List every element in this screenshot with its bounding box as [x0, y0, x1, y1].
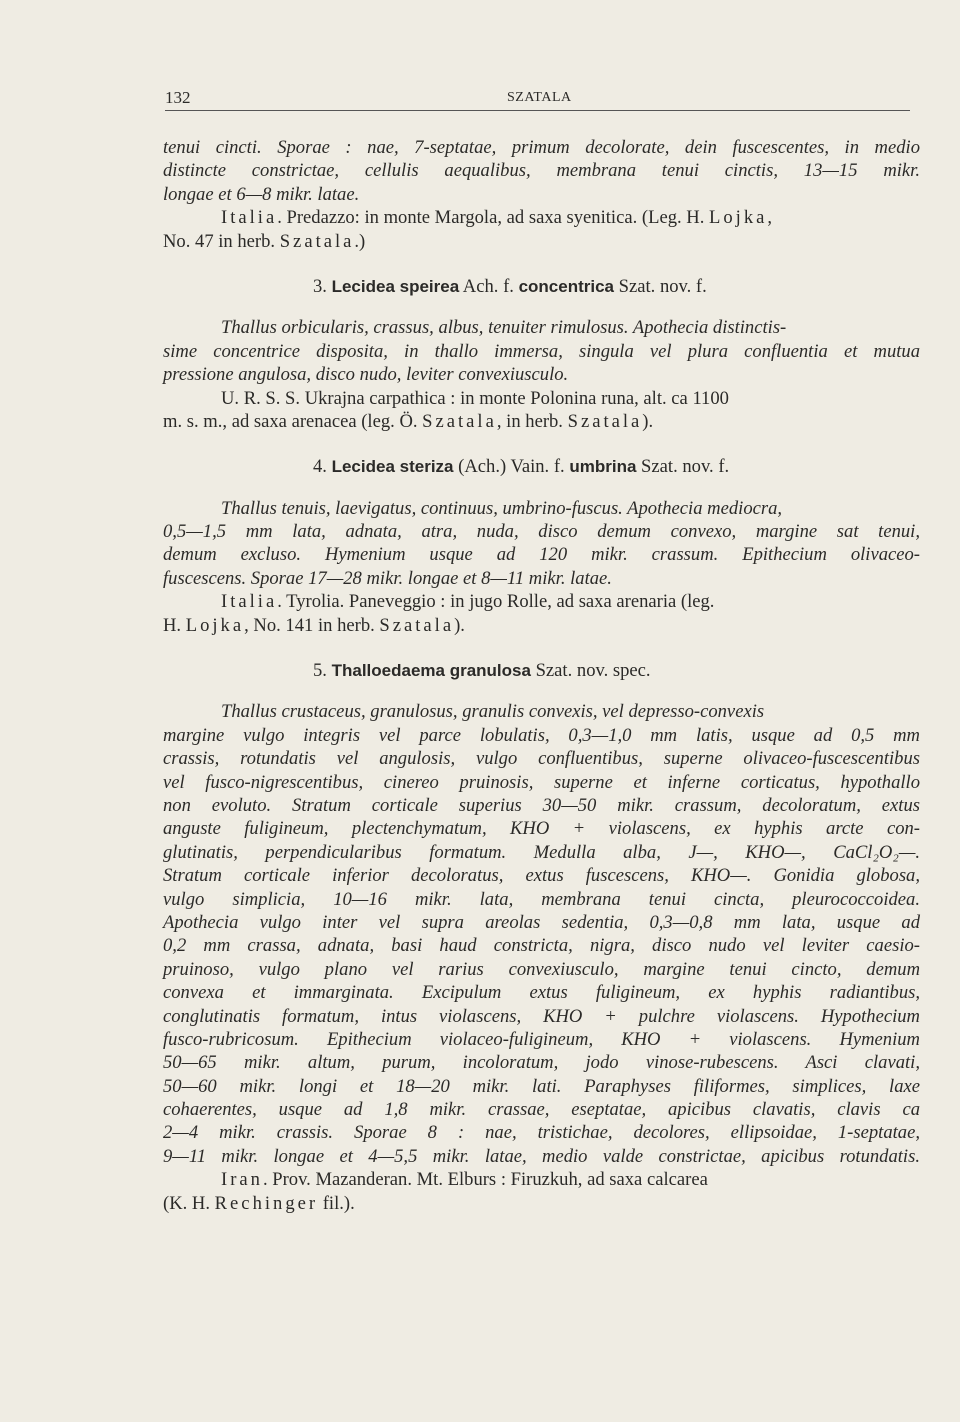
- text-span: 4.: [313, 456, 332, 478]
- text-line: conglutinatis formatum, intus violascens, KHO + pulchre violascens. Hypothecium: [163, 1005, 920, 1027]
- spacer: [163, 433, 920, 455]
- species-heading-4: [163, 455, 920, 478]
- text-line: 50—60 mikr. longi et 18—20 mikr. lati. Paraphyses filiformes, simplices, laxe: [163, 1075, 920, 1097]
- spacer: [163, 298, 920, 316]
- text-span: H.: [163, 614, 186, 636]
- spacer: [163, 682, 920, 700]
- text-span: m. s. m., ad saxa arenacea (leg. Ö.: [163, 410, 423, 432]
- text-line: pressione angulosa, disco nudo, leviter convexiusculo.: [163, 364, 569, 386]
- text-line: [163, 1192, 920, 1215]
- text-line: [163, 590, 920, 613]
- text-line: 0,2 mm crassa, adnata, basi haud constricta, nigra, disco nudo vel leviter caesio-: [163, 935, 920, 957]
- spacer: [163, 637, 920, 659]
- text-line: [163, 1168, 920, 1191]
- text-line: 50—65 mikr. altum, purum, incoloratum, jodo vinose-rubescens. Asci clavati,: [163, 1052, 920, 1074]
- text-span: Apothecia distinctis-: [628, 317, 787, 339]
- text-line: [163, 206, 920, 229]
- text-span: ).: [454, 614, 465, 636]
- text-line: Thallus tenuis, laevigatus, continuus, umbrino-fuscus. Apothecia mediocra,: [221, 497, 783, 519]
- species-name: Lecidea speirea: [331, 276, 460, 296]
- text-span: ).: [642, 410, 654, 432]
- page-header: [165, 88, 910, 110]
- collector-name: Szatala: [422, 410, 497, 432]
- text-line: demum excluso. Hymenium usque ad 120 mikr. crassum. Epithecium olivaceo-: [163, 544, 920, 566]
- text-line: 0,5—1,5 mm lata, adnata, atra, nuda, disco demum convexo, margine sat tenui,: [163, 521, 920, 543]
- collector-name: Lojka: [185, 614, 245, 636]
- text-line: [163, 614, 920, 637]
- text-line: margine vulgo integris vel parce lobulatis, 0,3—1,0 mm latis, usque ad 0,5 mm: [163, 724, 920, 746]
- text-span: . Prov. Mazanderan. Mt. Elburs : Firuzkuh, ad saxa calcarea: [262, 1169, 708, 1191]
- spacer: [163, 253, 920, 275]
- locality: Italia: [221, 591, 278, 613]
- species-heading-5: [163, 659, 920, 682]
- header-rule: [165, 110, 910, 111]
- body-text: [163, 136, 920, 1215]
- text-line: longae et 6—8 mikr. latae.: [163, 183, 360, 205]
- text-span: (K. H.: [163, 1192, 215, 1214]
- text-line: pruinoso, vulgo plano vel rarius convexiusculo, margine tenui cincto, demum: [163, 958, 920, 980]
- text-line: crassis, rotundatis vel angulosis, vulgo confluentibus, superne olivaceo-fuscescentibus: [163, 748, 920, 770]
- text-line: vel fusco-nigrescentibus, cinereo pruinosis, superne et inferne corticatus, hypothallo: [163, 771, 920, 793]
- text-line: cohaerentes, usque ad 1,8 mikr. crassae, eseptatae, apicibus clavatis, clavis ca: [163, 1099, 920, 1121]
- text-line: glutinatis, perpendicularibus formatum. Medulla alba, J—, KHO—, CaCl₂O₂—.: [163, 841, 920, 863]
- text-line: anguste fuligineum, plectenchymatum, KHO + violascens, ex hyphis arcte con-: [163, 818, 920, 840]
- collector-name: Lojka: [709, 207, 768, 229]
- text-line: 2—4 mikr. crassis. Sporae 8 : nae, tristichae, decolores, ellipsoidae, 1-septatae,: [163, 1122, 920, 1144]
- species-name: Lecidea steriza: [331, 457, 454, 477]
- text-span: Szat. nov. spec.: [530, 660, 651, 682]
- spacer: [163, 479, 920, 497]
- text-span: . Tyrolia. Paneveggio : in jugo Rolle, ad saxa arenaria (leg.: [277, 591, 715, 613]
- form-name: umbrina: [569, 457, 637, 477]
- page-number: 132: [165, 88, 191, 107]
- text-line: [163, 316, 920, 339]
- text-line: vulgo simplicia, 10—16 mikr. lata, membrana tenui cincta, pleurococcoidea.: [163, 888, 920, 910]
- text-span: 3.: [313, 275, 332, 297]
- text-span: 5.: [313, 660, 332, 682]
- text-span: (Ach.) Vain. f.: [453, 456, 570, 478]
- text-span: .): [354, 230, 366, 252]
- text-line: tenui cincti. Sporae : nae, 7-septatae, primum decolorate, dein fuscescentes, in medio: [163, 137, 920, 158]
- text-span: Szat. nov. f.: [614, 275, 707, 297]
- herbarium-name: Szatala: [567, 410, 643, 432]
- text-line: non evoluto. Stratum corticale superius 30—50 mikr. crassum, decoloratum, extus: [163, 794, 920, 816]
- text-span: ,: [767, 207, 773, 229]
- text-line: distincte constrictae, cellulis aequalibus, membrana tenui cinctis, 13—15 mikr.: [163, 160, 920, 182]
- text-span: , in herb.: [496, 410, 568, 432]
- text-line: Stratum corticale inferior decoloratus, extus fuscescens, KHO—. Gonidia globosa,: [163, 865, 920, 887]
- locality: Italia: [221, 207, 278, 229]
- species-name: Thalloedaema granulosa: [331, 661, 531, 681]
- text-line: [163, 230, 920, 253]
- running-head: SZATALA: [507, 90, 572, 105]
- text-span: No. 47 in herb.: [163, 230, 280, 252]
- text-line: 9—11 mikr. longae et 4—5,5 mikr. latae, medio valde constrictae, apicibus rotundatis.: [163, 1145, 920, 1167]
- text-line: fuscescens. Sporae 17—28 mikr. longae et 8—11 mikr. latae.: [163, 567, 612, 589]
- text-span: . Predazzo: in monte Margola, ad saxa syenitica. (Leg. H.: [277, 207, 710, 229]
- text-line: sime concentrice disposita, in thallo immersa, singula vel plura confluentia et mutua: [163, 340, 920, 362]
- locality: Iran: [221, 1169, 263, 1191]
- herbarium-name: Szatala: [279, 230, 355, 252]
- text-line: [163, 410, 920, 433]
- text-span: Ach. f.: [459, 275, 519, 297]
- collector-name: Rechinger: [214, 1192, 319, 1214]
- text-line: Apothecia vulgo inter vel supra areolas sedentia, 0,3—0,8 mm lata, usque ad: [163, 911, 920, 933]
- text-line: U. R. S. S. Ukrajna carpathica : in monte Polonina runa, alt. ca 1100: [221, 387, 729, 409]
- form-name: concentrica: [518, 276, 614, 296]
- text-line: fusco-rubricosum. Epithecium violaceo-fuligineum, KHO + violascens. Hymenium: [163, 1028, 920, 1050]
- text-span: , No. 141 in herb.: [244, 614, 380, 636]
- text-line: convexa et immarginata. Excipulum extus fuligineum, ex hyphis radiantibus,: [163, 982, 920, 1004]
- herbarium-name: Szatala: [379, 614, 455, 636]
- text-span: Thallus orbicularis, crassus, albus, tenuiter rimulosus.: [221, 317, 629, 339]
- text-line: Thallus crustaceus, granulosus, granulis convexis, vel depresso-convexis: [221, 701, 765, 723]
- text-span: fil.).: [318, 1192, 355, 1214]
- text-span: Szat. nov. f.: [636, 456, 730, 478]
- species-heading-3: [163, 275, 920, 298]
